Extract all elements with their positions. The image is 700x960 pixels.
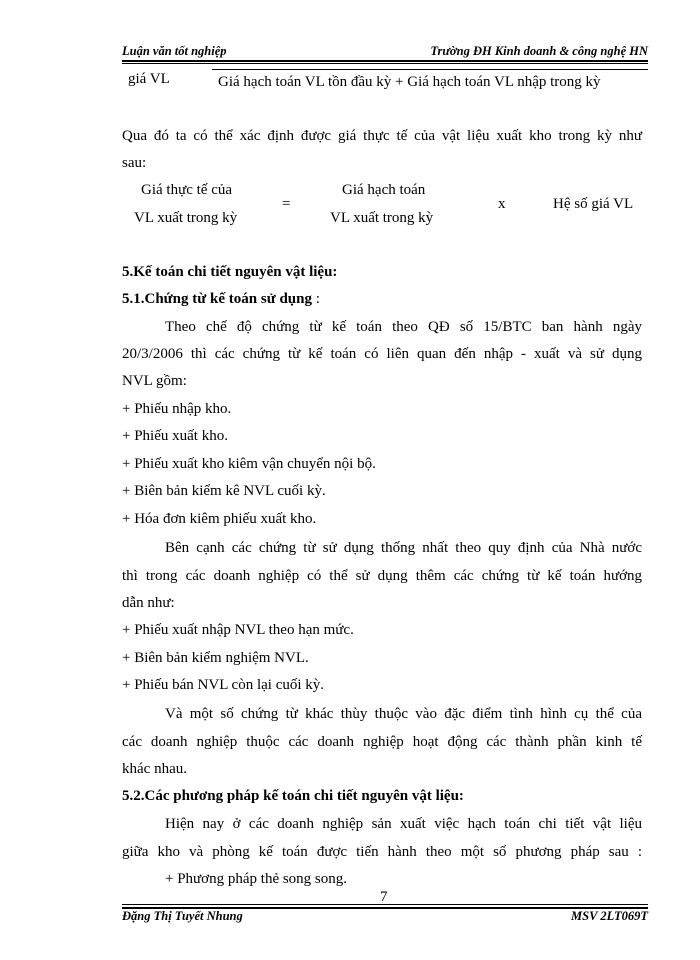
header-rule bbox=[122, 60, 648, 62]
list1-item-4: + Biên bản kiểm kê NVL cuối kỳ. bbox=[122, 483, 326, 499]
formula1-denominator: Giá hạch toán VL tồn đầu kỳ + Giá hạch toán VL nhập trong kỳ bbox=[218, 74, 601, 90]
formula2-accounting-price-line2: VL xuất trong kỳ bbox=[330, 210, 434, 226]
para4-line3: + Phương pháp thẻ song song. bbox=[165, 871, 348, 887]
section-5-1-heading bbox=[122, 290, 320, 308]
page-footer bbox=[122, 909, 648, 925]
para3-line1: Và một số chứng từ khác thùy thuộc vào đặc điểm tình hình cụ thể của bbox=[165, 706, 642, 722]
para3-line2: các doanh nghiệp thuộc các doanh nghiệp hoạt động các thành phần kinh tế bbox=[122, 734, 642, 750]
section-5-1-colon: : bbox=[311, 291, 320, 307]
formula2-actual-price-line1: Giá thực tế của bbox=[141, 182, 233, 198]
list1-item-2: + Phiếu xuất kho. bbox=[122, 428, 228, 444]
formula2-equals: = bbox=[282, 196, 291, 212]
list1-item-1: + Phiếu nhập kho. bbox=[122, 401, 232, 417]
para3-line3: khác nhau. bbox=[122, 761, 187, 777]
footer-author: Đặng Thị Tuyết Nhung bbox=[122, 909, 243, 923]
formula1-left-label: giá VL bbox=[128, 71, 170, 87]
header-right-text: Trường ĐH Kinh doanh & công nghệ HN bbox=[430, 44, 648, 58]
footer-rule-thin bbox=[122, 904, 648, 905]
intro-line-2: sau: bbox=[122, 155, 147, 171]
header-rule-thin bbox=[122, 63, 648, 64]
list1-item-3: + Phiếu xuất kho kiêm vận chuyển nội bộ. bbox=[122, 456, 376, 472]
para1-line1: Theo chế độ chứng từ kế toán theo QĐ số 15/BTC ban hành ngày bbox=[165, 319, 642, 335]
section-5-2-heading: 5.2.Các phương pháp kế toán chi tiết nguyên vật liệu: bbox=[122, 788, 464, 804]
intro-line-1: Qua đó ta có thể xác định được giá thực tế của vật liệu xuất kho trong kỳ như bbox=[122, 128, 642, 144]
list2-item-1: + Phiếu xuất nhập NVL theo hạn mức. bbox=[122, 622, 354, 638]
list2-item-2: + Biên bản kiểm nghiệm NVL. bbox=[122, 650, 309, 666]
formula2-multiply: x bbox=[498, 196, 506, 212]
para4-line1: Hiện nay ở các doanh nghiệp sản xuất việc hạch toán chi tiết vật liệu bbox=[165, 816, 642, 832]
list1-item-5: + Hóa đơn kiêm phiếu xuất kho. bbox=[122, 511, 317, 527]
para2-line1: Bên cạnh các chứng từ sử dụng thống nhất theo quy định của Nhà nước bbox=[165, 540, 642, 556]
formula2-accounting-price-line1: Giá hạch toán bbox=[342, 182, 426, 198]
fraction-bar bbox=[212, 69, 648, 70]
list2-item-3: + Phiếu bán NVL còn lại cuối kỳ. bbox=[122, 677, 325, 693]
page-number: 7 bbox=[380, 889, 388, 905]
section-5-heading: 5.Kế toán chi tiết nguyên vật liệu: bbox=[122, 264, 338, 280]
page-header bbox=[122, 44, 648, 60]
para4-line2: giữa kho và phòng kế toán được tiến hành theo một số phương pháp sau : bbox=[122, 844, 642, 860]
para2-line2: thì trong các doanh nghiệp có thể sử dụng thêm các chứng từ kế toán hướng bbox=[122, 568, 642, 584]
section-5-1-title: 5.1.Chứng từ kế toán sử dụng bbox=[122, 291, 312, 307]
formula2-coefficient: Hệ số giá VL bbox=[553, 196, 634, 212]
para2-line3: dẫn như: bbox=[122, 595, 175, 611]
para1-line3: NVL gồm: bbox=[122, 373, 187, 389]
footer-student-id: MSV 2LT069T bbox=[571, 909, 648, 923]
para1-line2: 20/3/2006 thì các chứng từ kế toán có liên quan đến nhập - xuất và sử dụng bbox=[122, 346, 642, 362]
header-left-text: Luận văn tốt nghiệp bbox=[122, 44, 227, 58]
formula2-actual-price-line2: VL xuất trong kỳ bbox=[134, 210, 238, 226]
